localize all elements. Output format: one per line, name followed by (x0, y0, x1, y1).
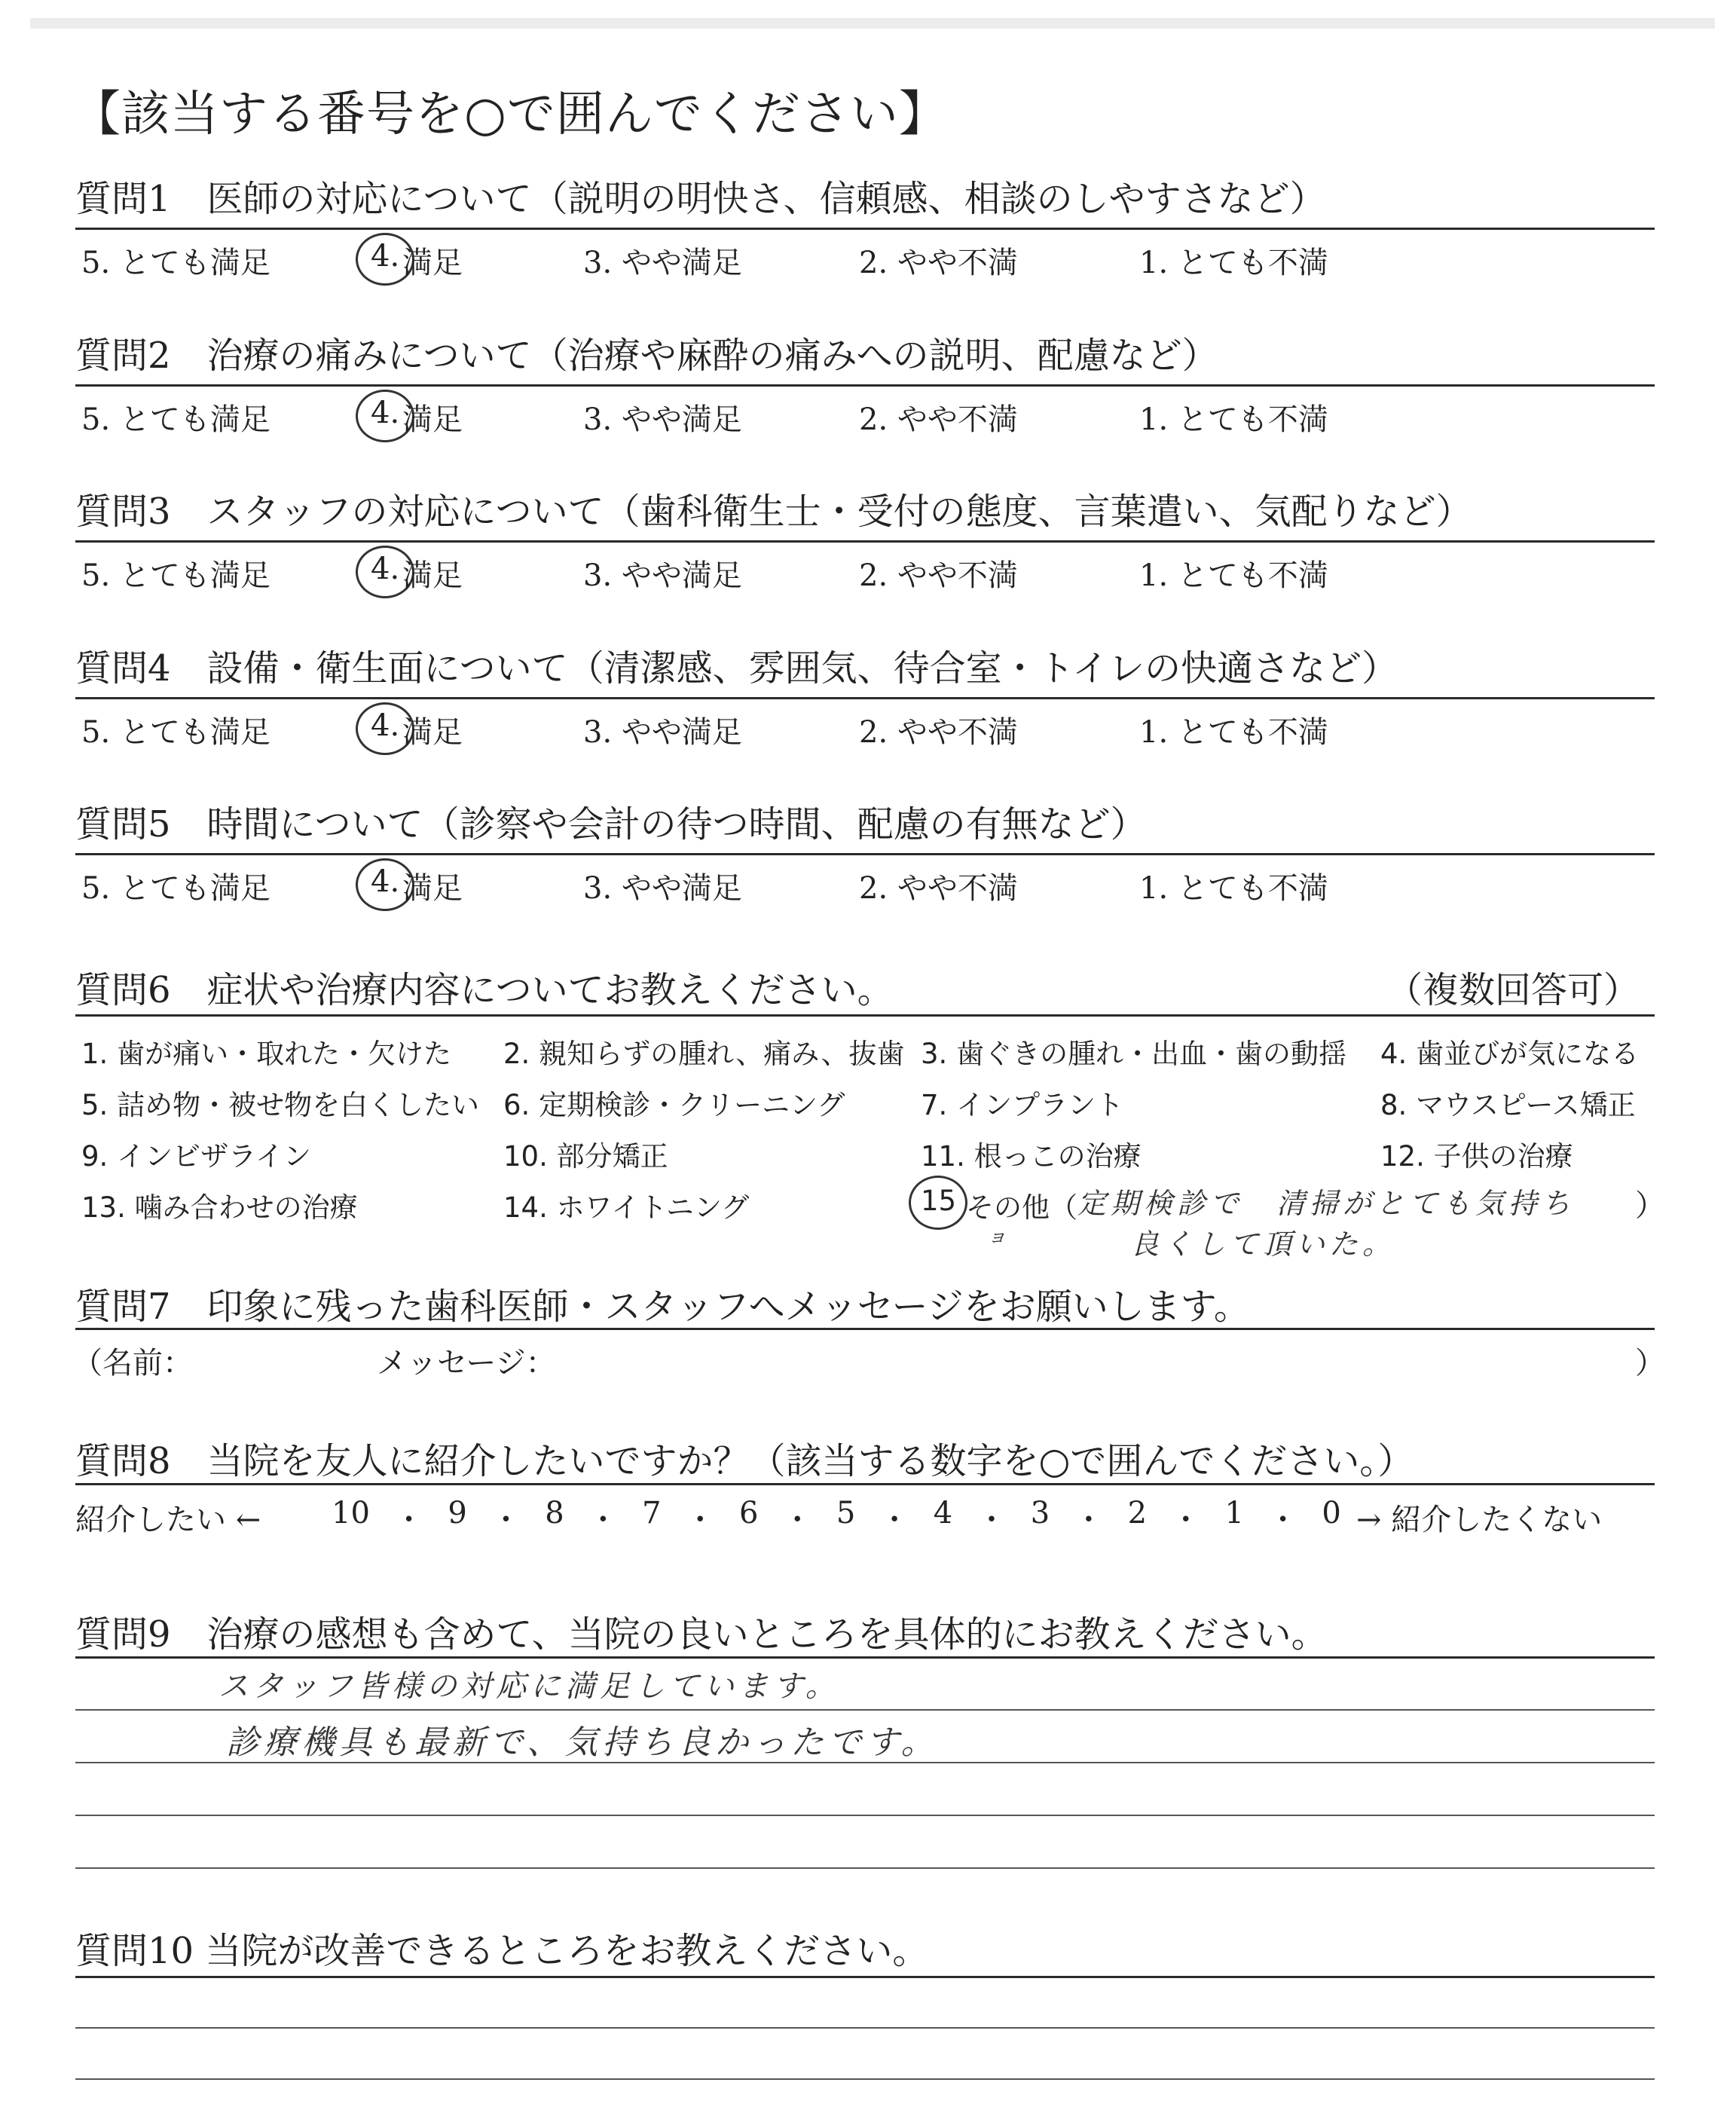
q2-option-5[interactable]: 5. とても満足 (81, 402, 270, 437)
q6-option-2[interactable]: 2. 親知らずの腫れ、痛み、抜歯 (503, 1038, 905, 1070)
q8-scale-value[interactable]: 10 (332, 1496, 370, 1531)
q3-option-5[interactable]: 5. とても満足 (81, 558, 270, 593)
q6-option-10[interactable]: 10. 部分矯正 (503, 1140, 668, 1173)
q6-option-13[interactable]: 13. 噛み合わせの治療 (81, 1191, 358, 1224)
q6-other-handwritten-1: 定期検診で 清掃がとても気持ち (1077, 1187, 1576, 1220)
q4-option-3[interactable]: 3. やや満足 (583, 715, 742, 750)
q1-option-4-number[interactable]: 4. (371, 239, 400, 274)
q7-title: 質問7 印象に残った歯科医師・スタッフへメッセージをお願いします。 (75, 1286, 1250, 1328)
q2-option-4-label[interactable]: 満足 (402, 402, 463, 437)
q5-option-4-number[interactable]: 4. (371, 864, 400, 899)
q1-title: 質問1 医師の対応について（説明の明快さ、信頼感、相談のしやすさなど） (75, 178, 1326, 220)
q5-option-1[interactable]: 1. とても不満 (1139, 871, 1328, 906)
q3-option-2[interactable]: 2. やや不満 (859, 558, 1018, 593)
q1-option-2[interactable]: 2. やや不満 (859, 246, 1018, 280)
q4-option-2[interactable]: 2. やや不満 (859, 715, 1018, 750)
q6-rule (75, 1014, 1655, 1017)
q6-title: 質問6 症状や治療内容についてお教えください。 (75, 969, 894, 1011)
q2-option-1[interactable]: 1. とても不満 (1139, 402, 1328, 437)
q8-scale-separator: ・ (782, 1503, 813, 1537)
q9-rule-1 (75, 1709, 1655, 1711)
q9-answer-line-2: 診療機具も最新で、気持ち良かったです。 (226, 1723, 939, 1762)
q4-option-5[interactable]: 5. とても満足 (81, 715, 270, 750)
q10-rule-1 (75, 2027, 1655, 2029)
q3-title: 質問3 スタッフの対応について（歯科衛生士・受付の態度、言葉遣い、気配りなど） (75, 491, 1472, 533)
q4-rule (75, 697, 1655, 699)
q6-option-1[interactable]: 1. 歯が痛い・取れた・欠けた (81, 1038, 452, 1070)
q8-scale-value[interactable]: 1 (1224, 1496, 1244, 1531)
q6-other-close: ） (1635, 1188, 1665, 1223)
q8-scale-separator: ・ (685, 1503, 716, 1537)
q4-option-1[interactable]: 1. とても不満 (1139, 715, 1328, 750)
q10-rule-0 (75, 1976, 1655, 1978)
q8-scale-separator: ・ (1170, 1503, 1201, 1537)
q8-scale-separator: ・ (1073, 1503, 1104, 1537)
q2-option-2[interactable]: 2. やや不満 (859, 402, 1018, 437)
q8-scale-value[interactable]: 2 (1127, 1496, 1148, 1531)
q4-option-4-number[interactable]: 4. (371, 708, 400, 743)
q7-message-label: メッセージ： (377, 1346, 556, 1381)
q6-selected-circle (909, 1176, 967, 1230)
q6-option-3[interactable]: 3. 歯ぐきの腫れ・出血・歯の動揺 (921, 1038, 1347, 1070)
q8-scale-separator: ・ (1267, 1503, 1298, 1537)
q8-rule (75, 1483, 1655, 1485)
q6-handwritten-mark: ョ (987, 1225, 1012, 1248)
q6-option-15-number[interactable]: 15 (921, 1185, 957, 1217)
scan-top-edge (30, 18, 1715, 29)
q7-rule (75, 1328, 1655, 1330)
instruction-header: 【該当する番号を○で囲んでください】 (72, 87, 948, 142)
q6-option-4[interactable]: 4. 歯並びが気になる (1380, 1038, 1640, 1070)
q1-rule (75, 228, 1655, 230)
q5-option-3[interactable]: 3. やや満足 (583, 871, 742, 906)
q5-rule (75, 853, 1655, 855)
q8-scale-value[interactable]: 5 (836, 1496, 856, 1531)
q6-option-12[interactable]: 12. 子供の治療 (1380, 1140, 1573, 1173)
q4-title: 質問4 設備・衛生面について（清潔感、雰囲気、待合室・トイレの快適さなど） (75, 647, 1398, 690)
q8-title: 質問8 当院を友人に紹介したいですか？（該当する数字を○で囲んでください。） (75, 1440, 1414, 1482)
q4-option-4-label[interactable]: 満足 (402, 715, 463, 750)
q8-scale-value[interactable]: 6 (739, 1496, 759, 1531)
q8-left-label: 紹介したい ← (75, 1503, 261, 1537)
q6-option-15-label[interactable]: その他（ (966, 1191, 1077, 1224)
q9-rule-2 (75, 1762, 1655, 1763)
q1-option-1[interactable]: 1. とても不満 (1139, 246, 1328, 280)
q6-option-5[interactable]: 5. 詰め物・被せ物を白くしたい (81, 1089, 480, 1121)
q6-option-8[interactable]: 8. マウスピース矯正 (1380, 1089, 1636, 1121)
q8-scale-separator: ・ (879, 1503, 910, 1537)
q1-option-5[interactable]: 5. とても満足 (81, 246, 270, 280)
q9-rule-0 (75, 1656, 1655, 1659)
q6-option-7[interactable]: 7. インプラント (921, 1089, 1124, 1121)
q1-option-4-label[interactable]: 満足 (402, 246, 463, 280)
q3-option-1[interactable]: 1. とても不満 (1139, 558, 1328, 593)
q6-note: （複数回答可） (1386, 969, 1640, 1011)
q3-option-4-label[interactable]: 満足 (402, 558, 463, 593)
q8-scale-separator: ・ (491, 1503, 521, 1537)
q8-scale-value[interactable]: 7 (642, 1496, 662, 1531)
q8-scale-value[interactable]: 3 (1030, 1496, 1050, 1531)
q8-scale-separator: ・ (393, 1503, 424, 1537)
q2-option-4-number[interactable]: 4. (371, 396, 400, 430)
q5-option-4-label[interactable]: 満足 (402, 871, 463, 906)
q5-title: 質問5 時間について（診察や会計の待つ時間、配慮の有無など） (75, 803, 1147, 846)
q8-scale-value[interactable]: 4 (933, 1496, 953, 1531)
q6-option-6[interactable]: 6. 定期検診・クリーニング (503, 1089, 845, 1121)
q8-scale-value[interactable]: 0 (1322, 1496, 1341, 1531)
q10-rule-2 (75, 2078, 1655, 2080)
q7-name-label: （名前： (72, 1346, 193, 1381)
q3-option-3[interactable]: 3. やや満足 (583, 558, 742, 593)
q3-option-4-number[interactable]: 4. (371, 552, 400, 586)
q8-scale-value[interactable]: 9 (448, 1496, 467, 1531)
q6-option-14[interactable]: 14. ホワイトニング (503, 1191, 750, 1224)
q10-title: 質問10 当院が改善できるところをお教えください。 (75, 1930, 929, 1972)
q3-rule (75, 540, 1655, 543)
q6-option-9[interactable]: 9. インビザライン (81, 1140, 311, 1173)
q8-right-label: → 紹介したくない (1356, 1503, 1603, 1537)
q8-scale-value[interactable]: 8 (545, 1496, 564, 1531)
q9-rule-3 (75, 1815, 1655, 1816)
q9-answer-line-1: スタッフ皆様の対応に満足しています。 (219, 1669, 840, 1704)
q9-title: 質問9 治療の感想も含めて、当院の良いところを具体的にお教えください。 (75, 1613, 1328, 1656)
q2-title: 質問2 治療の痛みについて（治療や麻酔の痛みへの説明、配慮など） (75, 335, 1218, 377)
q2-option-3[interactable]: 3. やや満足 (583, 402, 742, 437)
q8-scale-separator: ・ (976, 1503, 1007, 1537)
q9-rule-4 (75, 1867, 1655, 1869)
q2-rule (75, 384, 1655, 387)
q8-scale (332, 1496, 1341, 1539)
q1-option-3[interactable]: 3. やや満足 (583, 246, 742, 280)
q6-other-handwritten-2: 良くして頂いた。 (1130, 1228, 1396, 1261)
q5-option-2[interactable]: 2. やや不満 (859, 871, 1018, 906)
q6-option-11[interactable]: 11. 根っこの治療 (921, 1140, 1142, 1173)
q8-scale-separator: ・ (588, 1503, 619, 1537)
q5-option-5[interactable]: 5. とても満足 (81, 871, 270, 906)
q7-close: ） (1635, 1346, 1665, 1381)
